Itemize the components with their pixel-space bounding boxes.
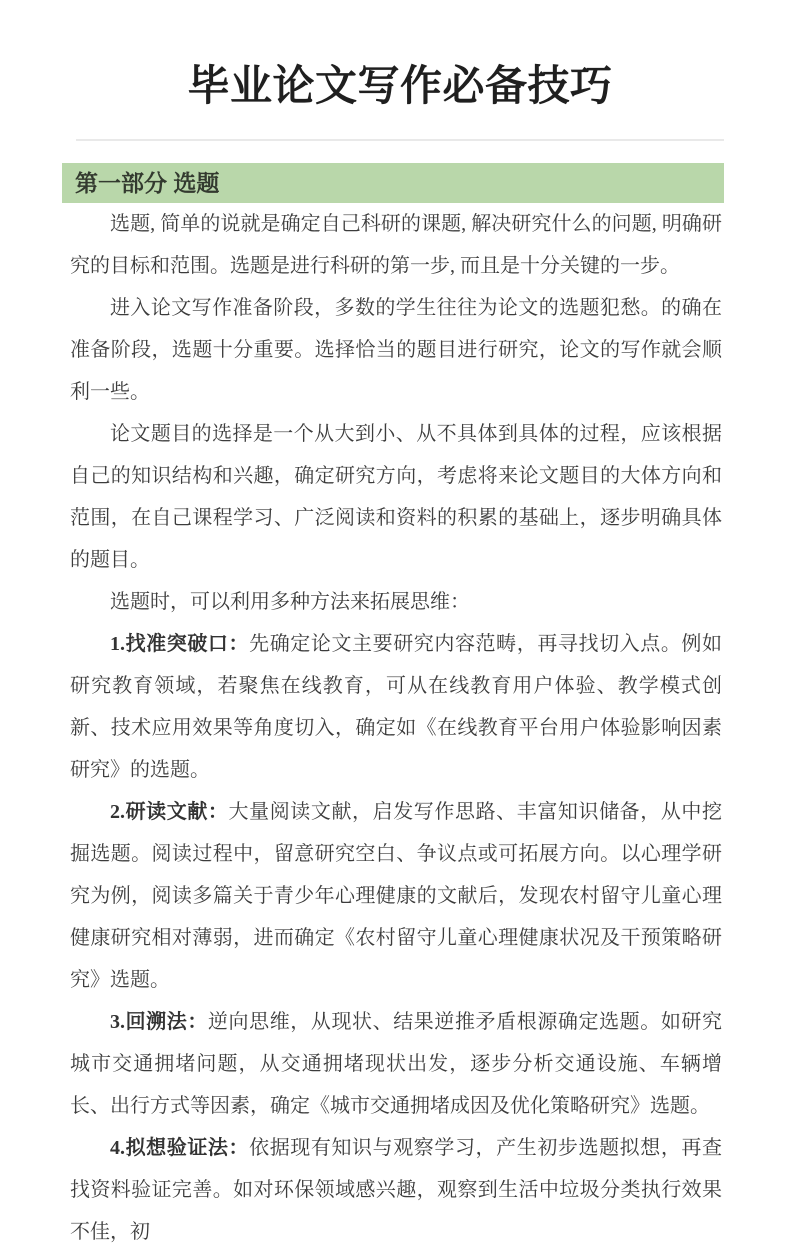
body-paragraph	[70, 1127, 722, 1253]
body-paragraph	[70, 413, 722, 581]
paragraph-lead: 1.找准突破口：	[110, 633, 250, 655]
paragraph-text: 先确定论文主要研究内容范畴，再寻找切入点。例如研究教育领域，若聚焦在线教育，可从在线教育用户体验、教学模式创新、技术应用效果等角度切入，确定如《在线教育平台用户体验影响因素研究》的选题。	[70, 633, 723, 781]
paragraph-text: 选题, 简单的说就是确定自己科研的课题, 解决研究什么的问题, 明确研究的目标和范围。选题是进行科研的第一步, 而且是十分关键的一步。	[70, 213, 722, 277]
page-title: 毕业论文写作必备技巧	[187, 62, 613, 109]
section-header: 第一部分 选题	[62, 163, 724, 203]
title-divider	[76, 139, 724, 141]
body-paragraph	[70, 581, 722, 623]
body-paragraph	[70, 1001, 722, 1127]
body-paragraph	[70, 287, 722, 413]
paragraph-lead: 3.回溯法：	[110, 1011, 208, 1033]
paragraph-text: 选题时，可以利用多种方法来拓展思维：	[110, 591, 470, 613]
body-paragraph	[70, 623, 722, 791]
paragraph-text: 进入论文写作准备阶段，多数的学生往往为论文的选题犯愁。的确在准备阶段，选题十分重要。选择恰当的题目进行研究，论文的写作就会顺利一些。	[70, 297, 722, 403]
paragraph-text: 论文题目的选择是一个从大到小、从不具体到具体的过程，应该根据自己的知识结构和兴趣，确定研究方向，考虑将来论文题目的大体方向和范围，在自己课程学习、广泛阅读和资料的积累的基础上，逐步明确具体的题目。	[70, 423, 722, 571]
document-body	[70, 203, 722, 1253]
paragraph-text: 逆向思维，从现状、结果逆推矛盾根源确定选题。如研究城市交通拥堵问题，从交通拥堵现状出发，逐步分析交通设施、车辆增长、出行方式等因素，确定《城市交通拥堵成因及优化策略研究》选题。	[70, 1011, 723, 1117]
paragraph-text: 依据现有知识与观察学习，产生初步选题拟想，再查找资料验证完善。如对环保领域感兴趣，观察到生活中垃圾分类执行效果不佳，初	[70, 1137, 723, 1243]
body-paragraph	[70, 203, 722, 287]
paragraph-lead: 4.拟想验证法：	[110, 1137, 250, 1159]
document-page	[0, 62, 800, 1243]
paragraph-lead: 2.研读文献：	[110, 801, 229, 823]
body-paragraph	[70, 791, 722, 1001]
paragraph-text: 大量阅读文献，启发写作思路、丰富知识储备，从中挖掘选题。阅读过程中，留意研究空白、争议点或可拓展方向。以心理学研究为例，阅读多篇关于青少年心理健康的文献后，发现农村留守儿童心理健康研究相对薄弱，进而确定《农村留守儿童心理健康状况及干预策略研究》选题。	[70, 801, 723, 991]
